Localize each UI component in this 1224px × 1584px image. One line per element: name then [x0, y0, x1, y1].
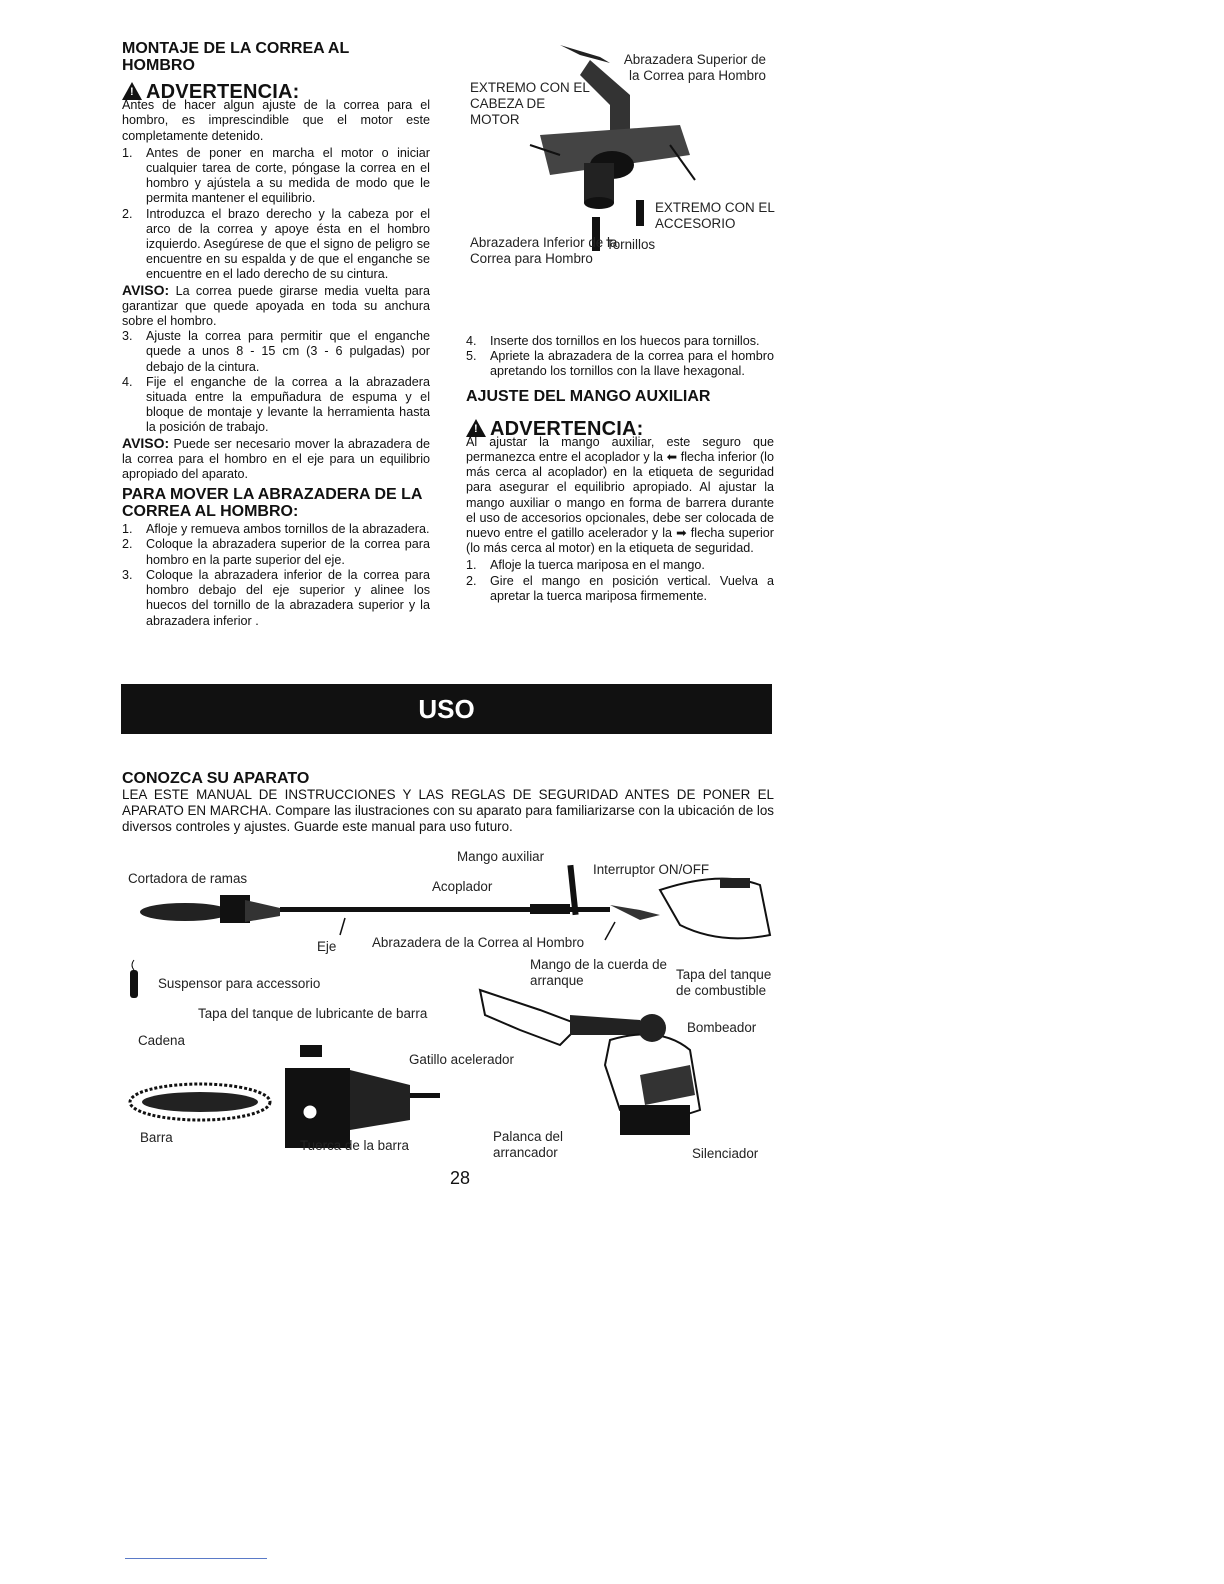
aviso-label: AVISO: [122, 281, 170, 298]
warning-text: Antes de hacer algun ajuste de la correa para el hombro, es imprescindible que el motor este completamente detenido. [122, 98, 430, 143]
section-title-aux-handle: AJUSTE DEL MANGO AUXILIAR [466, 387, 711, 405]
label-aux-handle: Mango auxiliar [457, 849, 545, 864]
label-switch: Interruptor ON/OFF [593, 862, 710, 877]
label-pruner: Cortadora de ramas [128, 871, 248, 886]
screw-icon [636, 200, 644, 226]
list-item [122, 537, 430, 567]
label-oil-cap: Tapa del tanque de lubricante de barra [198, 1006, 428, 1021]
label-shaft: Eje [317, 939, 337, 954]
list-item-text: Afloje y remueva ambos tornillos de la abrazadera. [146, 522, 430, 537]
list-item [122, 522, 430, 537]
list-item-text: Ajuste la correa para permitir que el enganche quede a unos 8 - 15 cm (3 - 6 pulgadas) por debajo de la cintura. [146, 329, 430, 374]
label-fuel-cap: Tapa del tanque de combustible [676, 967, 772, 998]
list-item [466, 349, 774, 379]
list-item [122, 146, 430, 207]
aviso-text: La correa puede girarse media vuelta para garantizar que quede apoyada en toda su anchura sobre el hombro. [122, 283, 431, 329]
label-top-clamp: Abrazadera Superior de la Correa para Hombro [623, 52, 766, 83]
label-starter-handle: Mango de la cuerda de arranque [530, 957, 667, 988]
list-item [122, 568, 430, 629]
list-item-text: Antes de poner en marcha el motor o iniciar cualquier tarea de corte, póngase la correa en el hombro y ajústela a su medida de modo que le permita mantener el equilibrio. [146, 145, 430, 206]
list-item-number: 4. [466, 334, 477, 348]
list-item-number: 3. [122, 329, 133, 344]
list-item [466, 574, 774, 604]
warning-triangle-icon [122, 82, 142, 100]
list-item-number: 4. [122, 374, 133, 389]
list-item [122, 375, 430, 436]
footer-rule [125, 1558, 267, 1559]
label-bottom-clamp: Abrazadera Inferior de la Correa para Hombro [470, 235, 618, 266]
list-item-text: Coloque la abrazadera inferior de la correa para hombro debajo del eje superior y alinee los huecos del tornillo de la abrazadera superior y la abrazadera inferior . [146, 567, 430, 628]
list-item-text: Apriete la abrazadera de la correa para el hombro apretando los tornillos con la llave hexagonal. [490, 349, 774, 379]
label-attachment-end: EXTREMO CON EL ACCESORIO [655, 200, 775, 231]
strap-steps-list-2 [122, 329, 430, 435]
list-item-number: 5. [466, 349, 477, 364]
label-strap-clamp: Abrazadera de la Correa al Hombro [372, 935, 585, 950]
list-item-number: 2. [122, 537, 133, 552]
label-muffler: Silenciador [692, 1146, 759, 1161]
list-item [122, 329, 430, 375]
list-item-text: Coloque la abrazadera superior de la correa para hombro en la parte superior del eje. [146, 537, 430, 567]
list-item-number: 1. [466, 558, 477, 573]
list-item [122, 207, 430, 283]
list-item-text: Introduzca el brazo derecho y la cabeza por el arco de la correa y apoye ésta en el hombro izquierdo. Asegúrese de que el signo de peligro se encuentre en su espalda y de que el enganche se encuentre en el lado derecho de su cintura. [146, 206, 430, 282]
list-item-text: Gire el mango en posición vertical. Vuelva a apretar la tuerca mariposa firmemente. [490, 573, 774, 603]
label-throttle: Gatillo acelerador [409, 1052, 514, 1067]
list-item-number: 1. [122, 522, 133, 537]
aviso-label: AVISO: [122, 434, 170, 451]
strap-steps-list [122, 146, 430, 283]
right-column [466, 334, 774, 604]
section-banner-uso: USO [121, 684, 772, 734]
label-primer: Bombeador [687, 1020, 757, 1035]
list-item-number: 3. [122, 567, 133, 582]
list-item-text: Fije el enganche de la correa a la abrazadera situada entre la empuñadura de espuma y el bloque de montaje y levante la herramienta hasta la posición de trabajo. [146, 374, 430, 435]
clamp-steps-list [466, 334, 774, 380]
label-bar: Barra [140, 1130, 173, 1145]
list-item-number: 2. [122, 206, 133, 221]
section-title-strap: MONTAJE DE LA CORREA AL HOMBRO [122, 40, 349, 74]
uso-intro-text: LEA ESTE MANUAL DE INSTRUCCIONES Y LAS REGLAS DE SEGURIDAD ANTES DE PONER EL APARATO EN MARCHA. Compare las ilustraciones con su aparato para familiarizarse con la ubicación de los diversos controles y ajustes. Guarde este manual para uso futuro. [122, 787, 774, 834]
warning-triangle-icon [466, 419, 486, 437]
uso-intro-block [122, 770, 774, 835]
label-coupler: Acoplador [432, 879, 493, 894]
left-column [122, 40, 430, 629]
section-title-know-unit: CONOZCA SU APARATO [122, 770, 310, 787]
list-item-text: Afloje la tuerca mariposa en el mango. [490, 558, 705, 573]
list-item-number: 1. [122, 145, 133, 160]
move-clamp-steps-list [122, 522, 430, 628]
list-item [466, 558, 774, 573]
section-title-move-clamp: PARA MOVER LA ABRAZADERA DE LA CORREA AL HOMBRO: [122, 486, 422, 521]
label-choke: Palanca del arrancador [493, 1129, 563, 1160]
label-screws: Tornillos [606, 237, 656, 252]
warning-text: Al ajustar la mango auxiliar, este seguro que permanezca entre el acoplador y la ⬅ flecha inferior (lo más cerca al acoplador) en la etiqueta de seguridad para asegurar el equilibrio apropiado. Al ajustar la mango auxiliar o mango en forma de barrera durante el uso de accesorios opcionales, debe ser colocada de nuevo entre el gatillo acelerador y la ➡ flecha superior (lo más cerca al motor) en la etiqueta de seguridad. [466, 434, 774, 556]
aviso-note-1 [122, 283, 430, 330]
warning-label: ADVERTENCIA: [490, 417, 644, 440]
label-bar-nut: Tuerca de la barra [300, 1138, 409, 1153]
list-item-number: 2. [466, 573, 477, 588]
list-item [466, 334, 774, 349]
label-chain: Cadena [138, 1033, 185, 1048]
warning-block [122, 80, 430, 103]
warning-block [466, 417, 774, 440]
aux-handle-steps-list [466, 558, 774, 604]
warning-label: ADVERTENCIA: [146, 81, 300, 103]
label-engine-end: EXTREMO CON EL CABEZA DE MOTOR [470, 80, 590, 127]
list-item-text: Inserte dos tornillos en los huecos para tornillos. [490, 334, 760, 348]
aviso-note-2 [122, 436, 430, 483]
page-number: 28 [450, 1168, 471, 1188]
label-hanger: Suspensor para accessorio [158, 976, 321, 991]
aviso-text: Puede ser necesario mover la abrazadera de la correa para el hombro en el eje para un equilibrio apropiado del aparato. [122, 436, 431, 482]
